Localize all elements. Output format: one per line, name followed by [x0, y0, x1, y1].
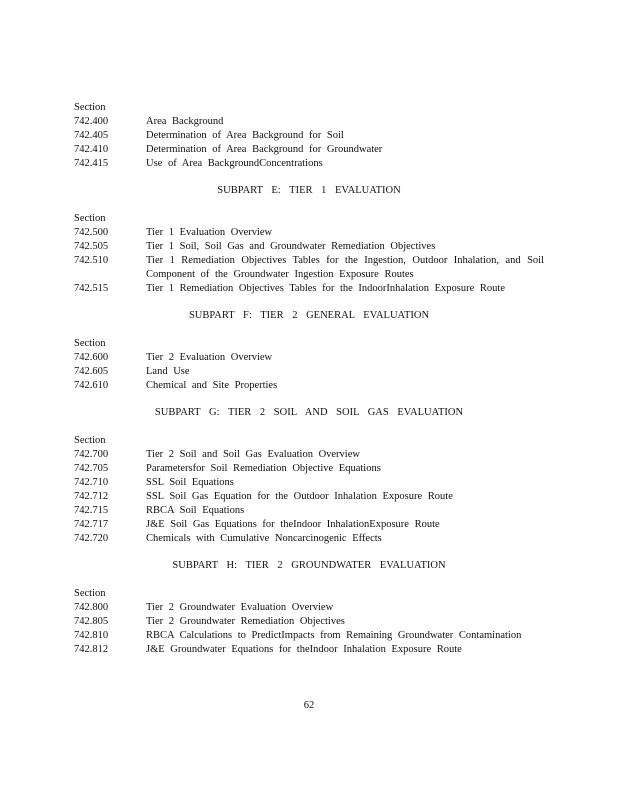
- section-title: Area Background: [146, 116, 224, 127]
- section-list-subpart-g: [74, 434, 544, 546]
- list-item: [74, 518, 544, 532]
- section-title: Chemical and Site Properties: [146, 380, 278, 391]
- section-title: Land Use: [146, 366, 190, 377]
- section-number: 742.400: [74, 116, 109, 127]
- list-item: [74, 490, 544, 504]
- section-title: Tier 2 Groundwater Evaluation Overview: [146, 602, 334, 613]
- list-item: [74, 462, 544, 476]
- section-title: Tier 1 Remediation Objectives Tables for the IndoorInhalation Exposure Route: [146, 283, 505, 294]
- section-title: Use of Area BackgroundConcentrations: [146, 158, 323, 169]
- section-number: 742.700: [74, 449, 109, 460]
- section-title: Tier 2 Groundwater Remediation Objectives: [146, 616, 345, 627]
- section-title: Tier 2 Evaluation Overview: [146, 352, 273, 363]
- section-number: 742.410: [74, 144, 109, 155]
- list-item: [74, 129, 544, 143]
- list-item: [74, 504, 544, 518]
- section-title: SSL Soil Equations: [146, 477, 234, 488]
- list-item: [74, 226, 544, 240]
- section-title: RBCA Soil Equations: [146, 505, 245, 516]
- subpart-g-heading: SUBPART G: TIER 2 SOIL AND SOIL GAS EVALUATION: [154, 407, 464, 418]
- list-item: [74, 157, 544, 171]
- section-title: SSL Soil Gas Equation for the Outdoor Inhalation Exposure Route: [146, 491, 453, 502]
- section-list-subpart-h: [74, 587, 544, 657]
- section-label: Section: [74, 338, 106, 349]
- subpart-f-heading: SUBPART F: TIER 2 GENERAL EVALUATION: [188, 310, 430, 321]
- section-label: Section: [74, 588, 106, 599]
- section-title: J&E Groundwater Equations for theIndoor Inhalation Exposure Route: [146, 644, 462, 655]
- list-item: [74, 254, 544, 282]
- section-number: 742.705: [74, 463, 109, 474]
- section-list-subpart-f: [74, 337, 544, 393]
- section-label: Section: [74, 435, 106, 446]
- list-item: [74, 351, 544, 365]
- list-item: [74, 365, 544, 379]
- list-item: [74, 629, 544, 643]
- section-label: Section: [74, 213, 106, 224]
- section-number: 742.600: [74, 352, 109, 363]
- section-number: 742.800: [74, 602, 109, 613]
- section-number: 742.710: [74, 477, 109, 488]
- list-item: [74, 532, 544, 546]
- subpart-h-heading: SUBPART H: TIER 2 GROUNDWATER EVALUATION: [172, 560, 446, 571]
- section-title: Parametersfor Soil Remediation Objective Equations: [146, 463, 381, 474]
- section-list-area-background: [74, 101, 544, 171]
- section-list-subpart-e: [74, 212, 544, 296]
- section-number: 742.712: [74, 491, 109, 502]
- list-item: [74, 615, 544, 629]
- section-number: 742.805: [74, 616, 109, 627]
- section-title: Tier 2 Soil and Soil Gas Evaluation Overview: [146, 449, 360, 460]
- section-number: 742.812: [74, 644, 109, 655]
- section-title: RBCA Calculations to PredictImpacts from Remaining Groundwater Contamination: [146, 630, 522, 641]
- section-number: 742.610: [74, 380, 109, 391]
- subpart-e-heading: SUBPART E: TIER 1 EVALUATION: [217, 185, 401, 196]
- list-item: [74, 143, 544, 157]
- section-number: 742.500: [74, 227, 109, 238]
- section-number: 742.415: [74, 158, 109, 169]
- section-number: 742.510: [74, 255, 109, 266]
- list-item: [74, 379, 544, 393]
- list-item: [74, 601, 544, 615]
- section-title: Tier 1 Soil, Soil Gas and Groundwater Remediation Objectives: [146, 241, 436, 252]
- section-number: 742.605: [74, 366, 109, 377]
- section-title: Determination of Area Background for Groundwater: [146, 144, 383, 155]
- section-number: 742.720: [74, 533, 109, 544]
- section-label: Section: [74, 102, 106, 113]
- section-number: 742.515: [74, 283, 109, 294]
- list-item: [74, 282, 544, 296]
- section-number: 742.717: [74, 519, 109, 530]
- list-item: [74, 643, 544, 657]
- list-item: [74, 448, 544, 462]
- list-item: [74, 476, 544, 490]
- section-number: 742.810: [74, 630, 109, 641]
- section-title: Tier 1 Evaluation Overview: [146, 227, 273, 238]
- section-title: Tier 1 Remediation Objectives Tables for the Ingestion, Outdoor Inhalation, and Soil Component of the Groundwater Ingestion Exposure Routes: [146, 255, 544, 280]
- section-title: J&E Soil Gas Equations for theIndoor InhalationExposure Route: [146, 519, 440, 530]
- list-item: [74, 115, 544, 129]
- section-number: 742.715: [74, 505, 109, 516]
- section-number: 742.505: [74, 241, 109, 252]
- page-number: 62: [303, 700, 315, 711]
- section-number: 742.405: [74, 130, 109, 141]
- section-title: Chemicals with Cumulative Noncarcinogenic Effects: [146, 533, 382, 544]
- list-item: [74, 240, 544, 254]
- section-title: Determination of Area Background for Soil: [146, 130, 344, 141]
